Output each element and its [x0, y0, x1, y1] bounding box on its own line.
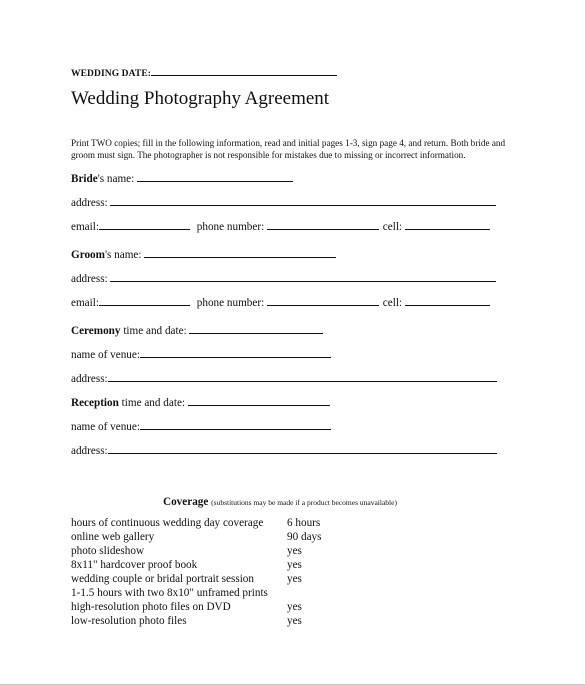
bride-cell-label: cell: [382, 221, 403, 233]
groom-contact-field [71, 295, 490, 309]
intro-line-1: Print TWO copies; fill in the following information, read and initial pages 1-3, sign page 4, and return. Both bride and [71, 138, 506, 148]
wedding-date-field [71, 65, 337, 79]
groom-label-rest: 's name: [104, 249, 142, 261]
groom-address-field [71, 271, 496, 285]
ceremony-time-line[interactable] [189, 323, 323, 334]
bride-name-field [71, 171, 293, 185]
bride-email-label: email: [71, 221, 99, 233]
coverage-note: (substitutions may be made if a product becomes unavailable) [211, 498, 397, 507]
ceremony-address-field [71, 371, 497, 385]
coverage-item: high-resolution photo files on DVD [71, 601, 231, 613]
intro-line-2: groom must sign. The photographer is not responsible for mistakes due to missing or incorrect information. [71, 149, 466, 160]
groom-email-label: email: [71, 297, 99, 309]
reception-address-field [71, 443, 497, 457]
bride-name-line[interactable] [137, 171, 293, 182]
coverage-row [71, 559, 531, 571]
coverage-title: Coverage [163, 496, 209, 508]
groom-cell-line[interactable] [405, 295, 490, 306]
reception-label-rest: time and date: [118, 397, 186, 409]
groom-address-label: address: [71, 273, 108, 285]
coverage-item: 8x11" hardcover proof book [71, 559, 198, 571]
ceremony-label-bold: Ceremony [71, 325, 121, 337]
ceremony-label-rest: time and date: [120, 325, 187, 337]
coverage-value: yes [287, 559, 302, 571]
coverage-row [71, 587, 531, 599]
groom-email-line[interactable] [99, 295, 190, 306]
wedding-date-line[interactable] [151, 65, 337, 76]
bride-address-label: address: [71, 197, 108, 209]
coverage-item: low-resolution photo files [71, 615, 187, 627]
bride-email-line[interactable] [99, 219, 190, 230]
groom-phone-line[interactable] [267, 295, 379, 306]
reception-venue-label: name of venue: [71, 421, 140, 433]
groom-address-line[interactable] [110, 271, 496, 282]
coverage-value: yes [287, 545, 302, 557]
coverage-value: 90 days [287, 531, 322, 543]
bride-address-line[interactable] [110, 195, 496, 206]
bride-label-rest: 's name: [97, 173, 135, 185]
coverage-value: 6 hours [287, 517, 321, 529]
ceremony-venue-line[interactable] [140, 347, 331, 358]
reception-time-line[interactable] [188, 395, 330, 406]
coverage-item: photo slideshow [71, 545, 145, 557]
ceremony-address-label: address: [71, 373, 108, 385]
ceremony-venue-field [71, 347, 331, 361]
wedding-date-label: WEDDING DATE: [71, 69, 152, 79]
reception-address-label: address: [71, 445, 108, 457]
coverage-item: online web gallery [71, 531, 155, 543]
reception-venue-field [71, 419, 331, 433]
bride-address-field [71, 195, 496, 209]
page-title: Wedding Photography Agreement [71, 88, 330, 109]
coverage-heading [163, 496, 397, 508]
coverage-value: yes [287, 573, 302, 585]
ceremony-venue-label: name of venue: [71, 349, 140, 361]
coverage-item: wedding couple or bridal portrait session [71, 573, 254, 585]
coverage-value: yes [287, 601, 302, 613]
bride-label-bold: Bride [71, 173, 98, 185]
reception-venue-line[interactable] [140, 419, 331, 430]
reception-label-bold: Reception [71, 397, 119, 409]
bride-phone-line[interactable] [267, 219, 379, 230]
groom-name-line[interactable] [144, 247, 336, 258]
bride-contact-field [71, 219, 490, 233]
ceremony-time-field [71, 323, 323, 337]
reception-time-field [71, 395, 330, 409]
groom-cell-label: cell: [382, 297, 403, 309]
coverage-row [71, 615, 531, 627]
groom-label-bold: Groom [71, 249, 105, 261]
bride-cell-line[interactable] [405, 219, 490, 230]
coverage-value: yes [287, 615, 302, 627]
intro-text [71, 138, 505, 161]
groom-phone-label: phone number: [196, 297, 265, 309]
reception-address-line[interactable] [108, 443, 497, 454]
coverage-item: 1-1.5 hours with two 8x10" unframed prints [71, 587, 268, 599]
coverage-row [71, 531, 531, 543]
coverage-item: hours of continuous wedding day coverage [71, 517, 264, 529]
coverage-row [71, 517, 531, 529]
ceremony-address-line[interactable] [108, 371, 497, 382]
coverage-row [71, 601, 531, 613]
groom-name-field [71, 247, 336, 261]
bride-phone-label: phone number: [196, 221, 265, 233]
coverage-row [71, 545, 531, 557]
coverage-row [71, 573, 531, 585]
